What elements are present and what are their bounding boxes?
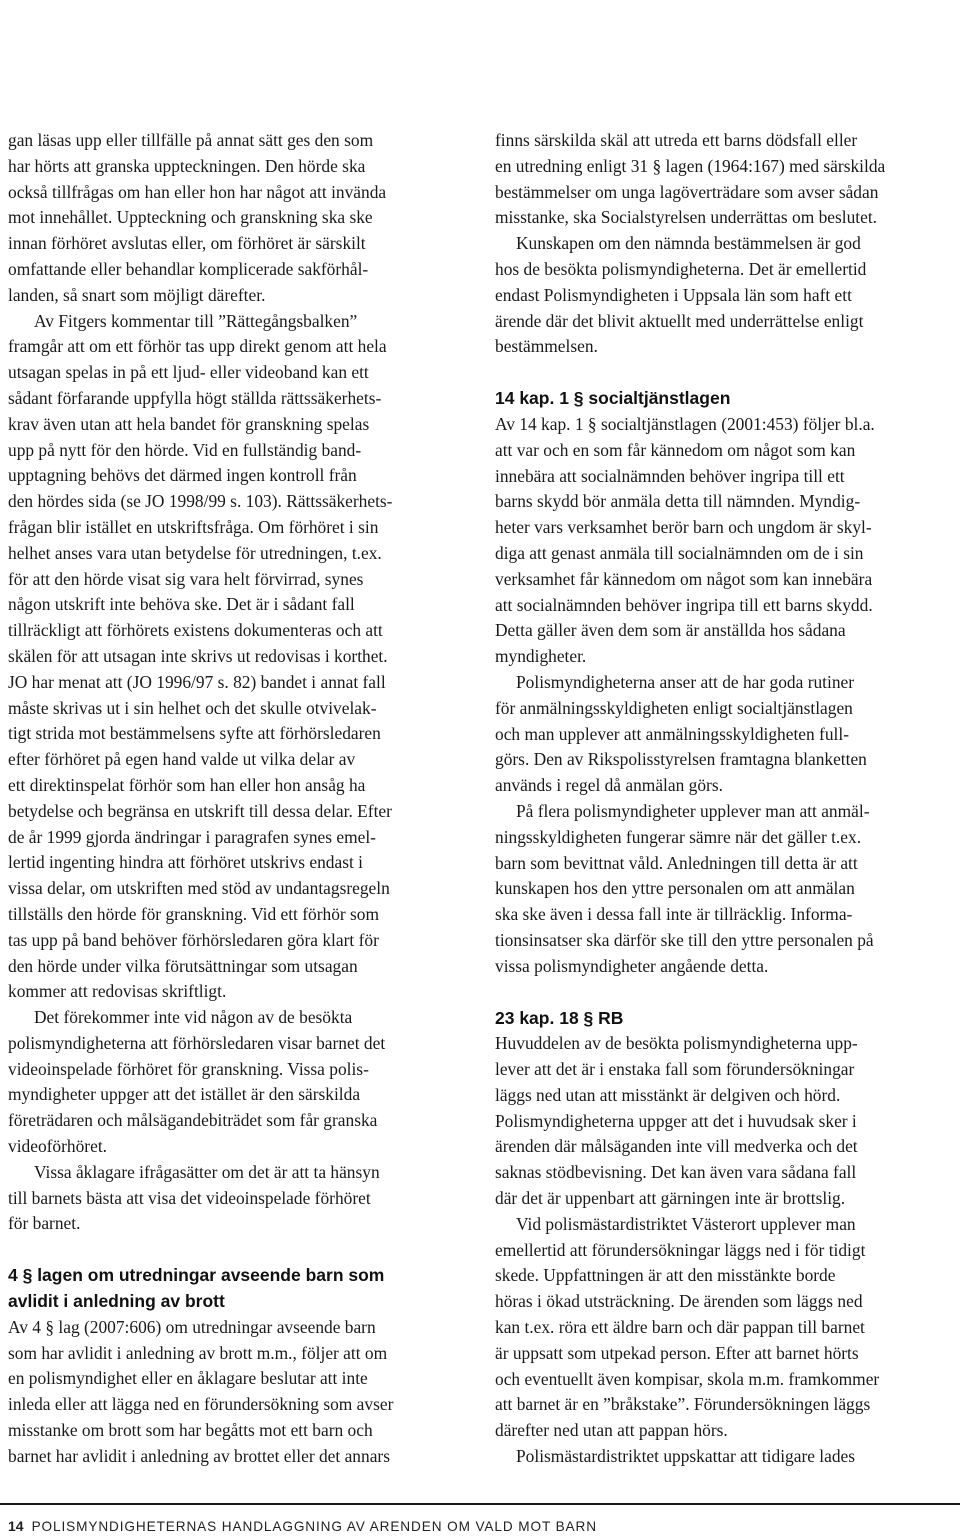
text-line: kunskapen hos den yttre personalen om att anmälan <box>495 878 855 899</box>
text-line: endast Polismyndigheten i Uppsala län som haft ett <box>495 284 852 305</box>
section-heading <box>8 1263 472 1315</box>
text-line: helhet anses vara utan betydelse för utredningen, t.ex. <box>8 542 382 563</box>
text-line: läggs ned utan att misstänkt är delgiven och hörd. <box>495 1084 841 1105</box>
text-line: den hörde under vilka förutsättningar som utsagan <box>8 955 358 976</box>
text-line: Av Fitgers kommentar till ”Rättegångsbalken” <box>34 310 358 331</box>
text-line: På flera polismyndigheter upplever man att anmäl- <box>516 800 870 821</box>
text-line: att barnet är en ”bråkstake”. Förundersökningen läggs <box>495 1394 871 1415</box>
text-line: barnet har avlidit i anledning av brottet eller det annars <box>8 1445 390 1466</box>
text-line: barns skydd bör anmäla detta till nämnden. Myndig- <box>495 491 861 512</box>
paragraph <box>495 1031 955 1212</box>
text-line: den hördes sida (se JO 1998/99 s. 103). Rättssäkerhets- <box>8 491 393 512</box>
text-line: inleda eller att lägga ned en förundersökning som avser <box>8 1394 394 1415</box>
text-line: gan läsas upp eller tillfälle på annat sätt ges den som <box>8 130 374 150</box>
text-line: att var och en som får kännedom om något som kan <box>495 439 856 460</box>
text-line: Vid polismästardistriktet Västerort upplever man <box>516 1213 856 1234</box>
footer-rule <box>0 1503 960 1505</box>
text-line: därefter ned utan att pappan hörs. <box>495 1420 728 1441</box>
running-title: POLISMYNDIGHETERNAS HANDLAGGNING AV ARENDEN OM VALD MOT BARN <box>31 1519 597 1534</box>
text-line: bestämmelsen. <box>495 336 598 357</box>
text-line: tigt strida mot bestämmelsens syfte att förhörsledaren <box>8 723 381 744</box>
paragraph <box>495 670 955 799</box>
paragraph <box>495 1444 955 1470</box>
text-line: de år 1999 gjorda ändringar i paragrafen synes emel- <box>8 826 376 847</box>
paragraph <box>8 128 472 309</box>
text-line: görs. Den av Rikspolisstyrelsen framtagna blanketten <box>495 749 867 770</box>
text-line: tillställs den hörde för granskning. Vid ett förhör som <box>8 903 380 924</box>
text-line: vissa polismyndigheter angående detta. <box>495 955 769 976</box>
text-line: bestämmelser om unga lagöverträdare som avser sådan <box>495 181 879 202</box>
text-line: verksamhet får kännedom om något som kan innebära <box>495 568 873 589</box>
text-line: används i regel då anmälan görs. <box>495 775 723 796</box>
text-line: efter förhöret på egen hand valde ut vilka delar av <box>8 749 356 770</box>
text-line: krav även utan att hela bandet för granskning spelas <box>8 413 370 434</box>
text-line: finns särskilda skäl att utreda ett barns dödsfall eller <box>495 130 858 150</box>
text-line: skede. Uppfattningen är att den misstänkte borde <box>495 1265 836 1286</box>
text-line: innan förhöret avslutas eller, om förhöret är särskilt <box>8 233 366 254</box>
left-column <box>8 128 472 1470</box>
text-line: misstanke om brott som har begåtts mot ett barn och <box>8 1420 373 1441</box>
paragraph <box>495 128 955 231</box>
text-line: innebära att socialnämnden behöver ingripa till ett <box>495 465 845 486</box>
text-line: JO har menat att (JO 1996/97 s. 82) bandet i annat fall <box>8 671 386 692</box>
text-line: Polismyndigheterna anser att de har goda rutiner <box>516 671 855 692</box>
text-line: till barnets bästa att visa det videoinspelade förhöret <box>8 1187 371 1208</box>
text-line: polismyndigheterna att förhörsledaren visar barnet det <box>8 1032 386 1053</box>
text-line: Det förekommer inte vid någon av de besökta <box>34 1007 353 1028</box>
text-line: ärenden där målsäganden inte vill medverka och det <box>495 1136 858 1157</box>
text-line: Polismästardistriktet uppskattar att tidigare lades <box>516 1446 856 1467</box>
text-line: Av 4 § lag (2007:606) om utredningar avseende barn <box>8 1316 376 1337</box>
section-heading: 14 kap. 1 § socialtjänstlagen <box>495 388 731 409</box>
paragraph <box>8 1005 472 1160</box>
text-line: Kunskapen om den nämnda bestämmelsen är god <box>516 233 861 254</box>
text-line: videoinspelade förhöret för granskning. Vissa polis- <box>8 1058 369 1079</box>
section-gap <box>495 980 955 1006</box>
text-line: heter vars verksamhet berör barn och ungdom är skyl- <box>495 517 872 538</box>
right-column <box>495 128 955 1470</box>
section-gap <box>8 1237 472 1263</box>
text-line: Huvuddelen av de besökta polismyndigheterna upp- <box>495 1033 858 1054</box>
text-line: ningsskyldigheten fungerar sämre när det gäller t.ex. <box>495 826 862 847</box>
text-line: myndigheter. <box>495 646 587 667</box>
text-line: för att den hörde visat sig vara helt förvirrad, synes <box>8 568 364 589</box>
text-line: där det är uppenbart att gärningen inte är brottslig. <box>495 1188 846 1209</box>
text-line: Av 14 kap. 1 § socialtjänstlagen (2001:453) följer bl.a. <box>495 413 875 434</box>
text-line: saknas stödbevisning. Det kan även vara sådana fall <box>495 1162 857 1183</box>
text-line: ett direktinspelat förhör som han eller hon ansåg ha <box>8 774 366 795</box>
text-line: någon utskrift inte behöva ske. Det är i sådant fall <box>8 594 355 615</box>
heading-line: 4 § lagen om utredningar avseende barn som <box>8 1265 385 1286</box>
heading-line: avlidit i anledning av brott <box>8 1291 225 1312</box>
text-line: emellertid att förundersökningar läggs ned i för tidigt <box>495 1239 866 1260</box>
text-line: videoförhöret. <box>8 1136 107 1157</box>
text-line: tillräckligt att förhörets existens dokumenteras och att <box>8 620 383 641</box>
text-line: upptagning behövs det därmed ingen kontroll från <box>8 465 357 486</box>
text-line: landen, så snart som möjligt därefter. <box>8 284 266 305</box>
text-line: kommer att redovisas skriftligt. <box>8 981 227 1002</box>
paragraph <box>8 309 472 1006</box>
paragraph <box>8 1160 472 1237</box>
text-line: för anmälningsskyldigheten enligt socialtjänstlagen <box>495 697 853 718</box>
text-line: som har avlidit i anledning av brott m.m., följer att om <box>8 1342 388 1363</box>
text-line: vissa delar, om utskriften med stöd av undantagsregeln <box>8 878 390 899</box>
text-line: är uppsatt som utpekad person. Efter att barnet hörts <box>495 1342 859 1363</box>
page-number: 14 <box>8 1518 24 1534</box>
text-line: ska ske även i dessa fall inte är tillräcklig. Informa- <box>495 904 853 925</box>
text-line: ärende där det blivit aktuellt med underrättelse enligt <box>495 310 864 331</box>
text-line: måste skrivas ut i sin helhet och det skulle otvivelak- <box>8 697 377 718</box>
paragraph <box>495 799 955 980</box>
text-line: myndigheter uppger att det istället är den särskilda <box>8 1084 361 1105</box>
page-footer <box>8 1518 597 1534</box>
text-line: lertid ingenting hindra att förhöret utskrivs endast i <box>8 852 363 873</box>
text-line: för barnet. <box>8 1213 81 1234</box>
text-line: och man upplever att anmälningsskyldigheten full- <box>495 723 850 744</box>
text-line: framgår att om ett förhör tas upp direkt genom att hela <box>8 336 387 357</box>
text-line: skälen för att utsagan inte skrivs ut redovisas i korthet. <box>8 645 388 666</box>
paragraph <box>495 231 955 360</box>
text-line: betydelse och begränsa en utskrift till dessa delar. Efter <box>8 800 392 821</box>
text-line: sådant förfarande uppfylla högt ställda rättssäkerhets- <box>8 387 382 408</box>
text-line: upp på nytt för den hörde. Vid en fullständig band- <box>8 439 362 460</box>
text-line: Vissa åklagare ifrågasätter om det är att ta hänsyn <box>34 1161 380 1182</box>
text-line: kan t.ex. röra ett äldre barn och där pappan till barnet <box>495 1317 865 1338</box>
text-line: höras i ökad utsträckning. De ärenden som läggs ned <box>495 1291 863 1312</box>
text-line: Polismyndigheterna uppger att det i huvudsak sker i <box>495 1110 857 1131</box>
paragraph <box>8 1315 472 1470</box>
text-line: att socialnämnden behöver ingripa till ett barns skydd. <box>495 594 873 615</box>
text-line: omfattande eller behandlar komplicerade sakförhål- <box>8 258 369 279</box>
text-line: mot innehållet. Uppteckning och granskning ska ske <box>8 207 373 228</box>
text-line: också tillfrågas om han eller hon har något att invända <box>8 181 387 202</box>
text-line: tas upp på band behöver förhörsledaren göra klart för <box>8 929 379 950</box>
text-line: en utredning enligt 31 § lagen (1964:167) med särskilda <box>495 155 886 176</box>
text-line: diga att genast anmäla till socialnämnden om de i sin <box>495 542 864 563</box>
text-line: Detta gäller även dem som är anställda hos sådana <box>495 620 846 641</box>
section-gap <box>495 360 955 386</box>
text-line: tionsinsatser ska därför ske till den yttre personalen på <box>495 929 874 950</box>
text-line: företrädaren och målsägandebiträdet som får granska <box>8 1110 378 1131</box>
text-line: misstanke, ska Socialstyrelsen underrättas om beslutet. <box>495 207 878 228</box>
paragraph <box>495 412 955 670</box>
text-line: frågan blir istället en utskriftsfråga. Om förhöret i sin <box>8 516 379 537</box>
text-line: en polismyndighet eller en åklagare beslutar att inte <box>8 1368 368 1389</box>
text-line: hos de besökta polismyndigheterna. Det är emellertid <box>495 258 867 279</box>
text-line: utsagan spelas in på ett ljud- eller videoband kan ett <box>8 362 369 383</box>
text-line: har hörts att granska uppteckningen. Den hörde ska <box>8 155 366 176</box>
text-line: barn som bevittnat våld. Anledningen till detta är att <box>495 852 858 873</box>
text-line: och eventuellt även kompisar, skola m.m. framkommer <box>495 1368 880 1389</box>
paragraph <box>495 1212 955 1444</box>
text-line: lever att det är i enstaka fall som förundersökningar <box>495 1059 855 1080</box>
section-heading: 23 kap. 18 § RB <box>495 1007 624 1028</box>
